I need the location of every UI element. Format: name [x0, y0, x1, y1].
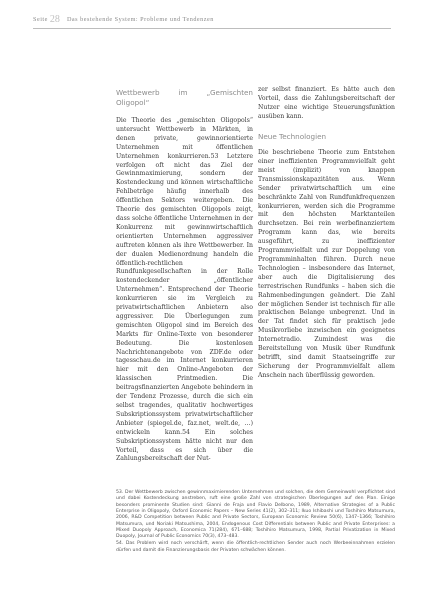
section-heading-wettbewerb: Wettbewerb im „Gemischten Oligopol“	[116, 88, 253, 107]
header-rule	[33, 28, 391, 29]
right-column	[258, 88, 395, 381]
left-column	[116, 88, 253, 464]
running-title: Das bestehende System: Probleme und Tendenzen	[66, 16, 214, 23]
footnotes	[116, 490, 395, 554]
page-label: Seite	[33, 16, 48, 23]
paragraph-neue-technologien: Die beschriebene Theorie zum Entstehen einer ineffizienten Programmvielfalt geht meist (implizit) von knappen Transmissionskapazitäten aus. Wenn Sender privatwirtschaftlich um eine beschränkte Zahl von Rundfunkfrequenzen konkurrieren, werden sich die Programme mit den höchsten Marktanteilen durchsetzen. Bei rein werbefinanziertem Programm kann das, wie bereits ausgeführt, zu ineffizienter Programmvielfalt und zur Doppelung von Programminhalten führen. Durch neue Technologien – insbesondere das Internet, aber auch die Digitalisierung des terrestrischen Rundfunks – haben sich die Rahmenbedingungen geändert. Die Zahl der möglichen Sender ist technisch für alle praktischen Belange unbegrenzt. Und in der Tat findet sich für praktisch jede Musikvorliebe inzwischen ein geeignetes Internetradio. Zumindest was die Bereitstellung von Musik über Rundfunk betrifft, sind damit Staatseingriffe zur Sicherung der Programmvielfalt allem Anschein nach überflüssig geworden.	[258, 149, 395, 379]
running-header	[33, 14, 393, 25]
footnote-53: 53. Der Wettbewerb zwischen gewinnmaximierenden Unternehmen und solchen, die dem Gemeinwohl verpflichtet sind und dabei Kostendeckung anstreben, ruft eine große Zahl von strategischen Überlegungen auf den Plan. Einige besonders prominente Studien sind: Gianni de Fraja und Flavio Delbono, 1989, Alternative Strategies of a Public Enterprise in Oligopoly, Oxford Economic Papers – New Series 41(2), 302–311; Ikuo Ishibashi und Toshihiro Matsumura, 2006, R&D Competition between Public and Private Sectors, European Economic Review 50(6), 1347–1366; Toshihiro Matsumura, und Noriaki Matsushima, 2004, Endogenous Cost Differentials between Public and Private Enterprises: a Mixed Duopoly Approach, Economica 71(284), 671–688; Toshihiro Matsumura, 1998, Partial Privatization in Mixed Duopoly, Journal of Public Economics 70(3), 473–483.	[116, 490, 395, 540]
page-number-value: 28	[49, 14, 60, 25]
paragraph-wettbewerb: Die Theorie des „gemischten Oligopols“ untersucht Wettbewerb in Märkten, in denen private, gewinnorientierte Unternehmen mit öffentlichen Unternehmen konkurrieren.53 Letztere verfolgen oft nicht das Ziel der Gewinnmaximierung, sondern der Kostendeckung und können wirtschaftliche Fehlbeträge häufig innerhalb des öffentlichen Sektors weitergeben. Die Theorie des gemischten Oligopols zeigt, dass solche öffentliche Unternehmen in der Konkurrenz mit gewinnwirtschaftlich orientierten Unternehmen aggressiver auftreten können als ihre Wettbewerber. In der dualen Medienordnung handeln die öffentlich-rechtlichen Rundfunkgesellschaften in der Rolle kostendeckender „öffentlicher Unternehmen“. Entsprechend der Theorie konkurrieren sie im Vergleich zu privatwirtschaftlichen Anbietern also aggressiver. Die Überlegungen zum gemischten Oligopol sind im Bereich des Markts für Online-Texte von besonderer Bedeutung. Die kostenlosen Nachrichtenangebote von ZDF.de oder tagesschau.de im Internet konkurrieren hier mit den Online-Angeboten der klassischen Printmedien. Die beitragsfinanzierten Angebote behindern in der Tendenz Prozesse, durch die sich ein selbst tragendes, qualitativ hochwertiges Subskriptionssystem privatwirtschaftlicher Anbieter (spiegel.de, faz.net, welt.de, …) entwickeln kann.54 Ein solches Subskriptionssystem hätte nicht nur den Vorteil, dass es sich über die Zahlungsbereitschaft der Nut-	[116, 117, 253, 463]
footnote-54: 54. Das Problem wird noch verschärft, wenn die öffentlich-rechtlichen Sender auch noch Werbeeinnahmen erzielen dürfen und damit die Finanzierungsbasis der Privaten schwächen können.	[116, 541, 395, 553]
section-heading-neue-technologien: Neue Technologien	[258, 131, 327, 141]
paragraph-continuation: zer selbst finanziert. Es hätte auch den Vorteil, dass die Zahlungsbereitschaft der Nutzer eine wichtige Steuerungsfunktion ausüben kann.	[258, 86, 395, 120]
page-number	[33, 16, 60, 23]
